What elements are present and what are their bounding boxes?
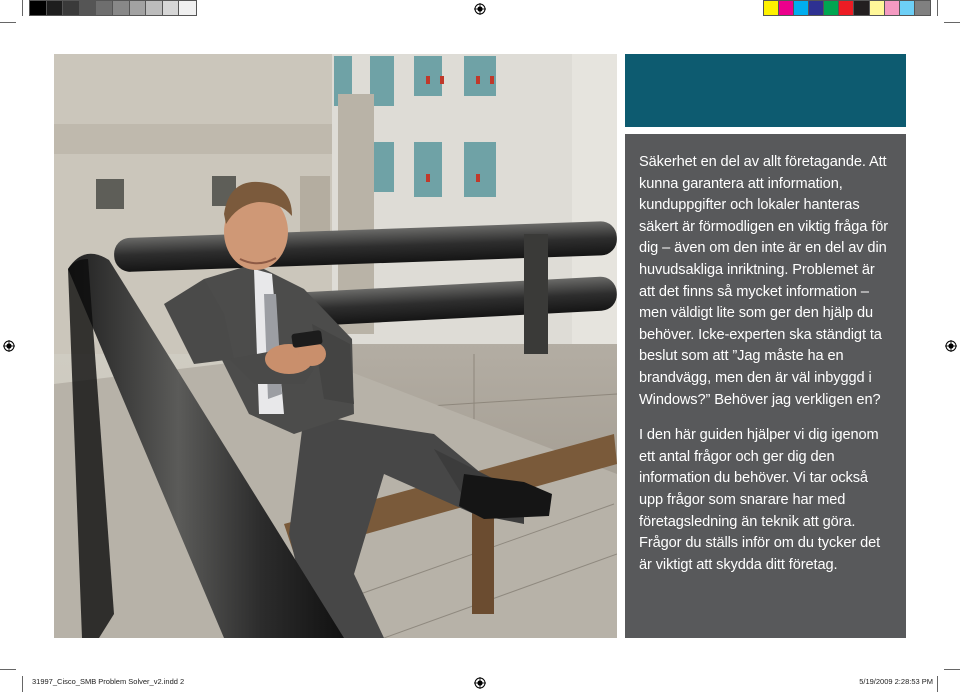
gray-swatch <box>163 1 180 15</box>
color-swatch <box>794 1 809 15</box>
registration-mark-icon <box>474 677 486 689</box>
process-color-bar <box>763 0 931 16</box>
gray-swatch <box>47 1 64 15</box>
color-swatch <box>809 1 824 15</box>
gray-swatch <box>80 1 97 15</box>
grayscale-color-bar <box>29 0 197 16</box>
slug-file-name: 31997_Cisco_SMB Problem Solver_v2.indd 2 <box>32 677 185 686</box>
color-swatch <box>900 1 915 15</box>
guide-paragraph: I den här guiden hjälper vi dig igenom ett antal frågor och ger dig den information du behöver. Vi tar också upp frågor som snarare har med företagsledning än teknik att göra. Frågor du ställs inför om du tycker det är viktigt att skydda ditt företag. <box>639 427 881 573</box>
accent-bar <box>625 54 906 127</box>
intro-paragraph: Säkerhet en del av allt företagande. Att kunna garantera att information, kunduppgifter och lokaler hanteras säkert är förmodligen en viktig fråga för dig – även om den inte är en del av din huvudsakliga inriktning. Problemet är att det finns så mycket information – men väldigt lite som ger den hjälp du behöver. Icke-experten ska ständigt ta beslut som att ”Jag måste ha en brandvägg, men den är väl inbyggd i Windows?” Behöver jag verkligen en? <box>639 154 888 408</box>
color-swatch <box>854 1 869 15</box>
color-swatch <box>839 1 854 15</box>
color-swatch <box>870 1 885 15</box>
gray-swatch <box>96 1 113 15</box>
registration-mark-icon <box>945 340 957 352</box>
gray-swatch <box>113 1 130 15</box>
businessman-on-bench-image <box>54 54 617 638</box>
crop-mark <box>944 669 960 670</box>
gray-swatch <box>63 1 80 15</box>
crop-mark <box>944 22 960 23</box>
color-swatch <box>764 1 779 15</box>
gray-swatch <box>146 1 163 15</box>
crop-mark <box>937 0 938 16</box>
intro-text-panel <box>625 134 906 638</box>
color-swatch <box>915 1 930 15</box>
crop-mark <box>937 676 938 692</box>
crop-mark <box>22 0 23 16</box>
gray-swatch <box>130 1 147 15</box>
color-swatch <box>885 1 900 15</box>
gray-swatch <box>179 1 196 15</box>
color-swatch <box>779 1 794 15</box>
crop-mark <box>22 676 23 692</box>
gray-swatch <box>30 1 47 15</box>
color-swatch <box>824 1 839 15</box>
slug-timestamp: 5/19/2009 2:28:53 PM <box>859 677 933 686</box>
crop-mark <box>0 22 16 23</box>
registration-mark-icon <box>3 340 15 352</box>
crop-mark <box>0 669 16 670</box>
hero-photo <box>54 54 617 638</box>
registration-mark-icon <box>474 3 486 15</box>
